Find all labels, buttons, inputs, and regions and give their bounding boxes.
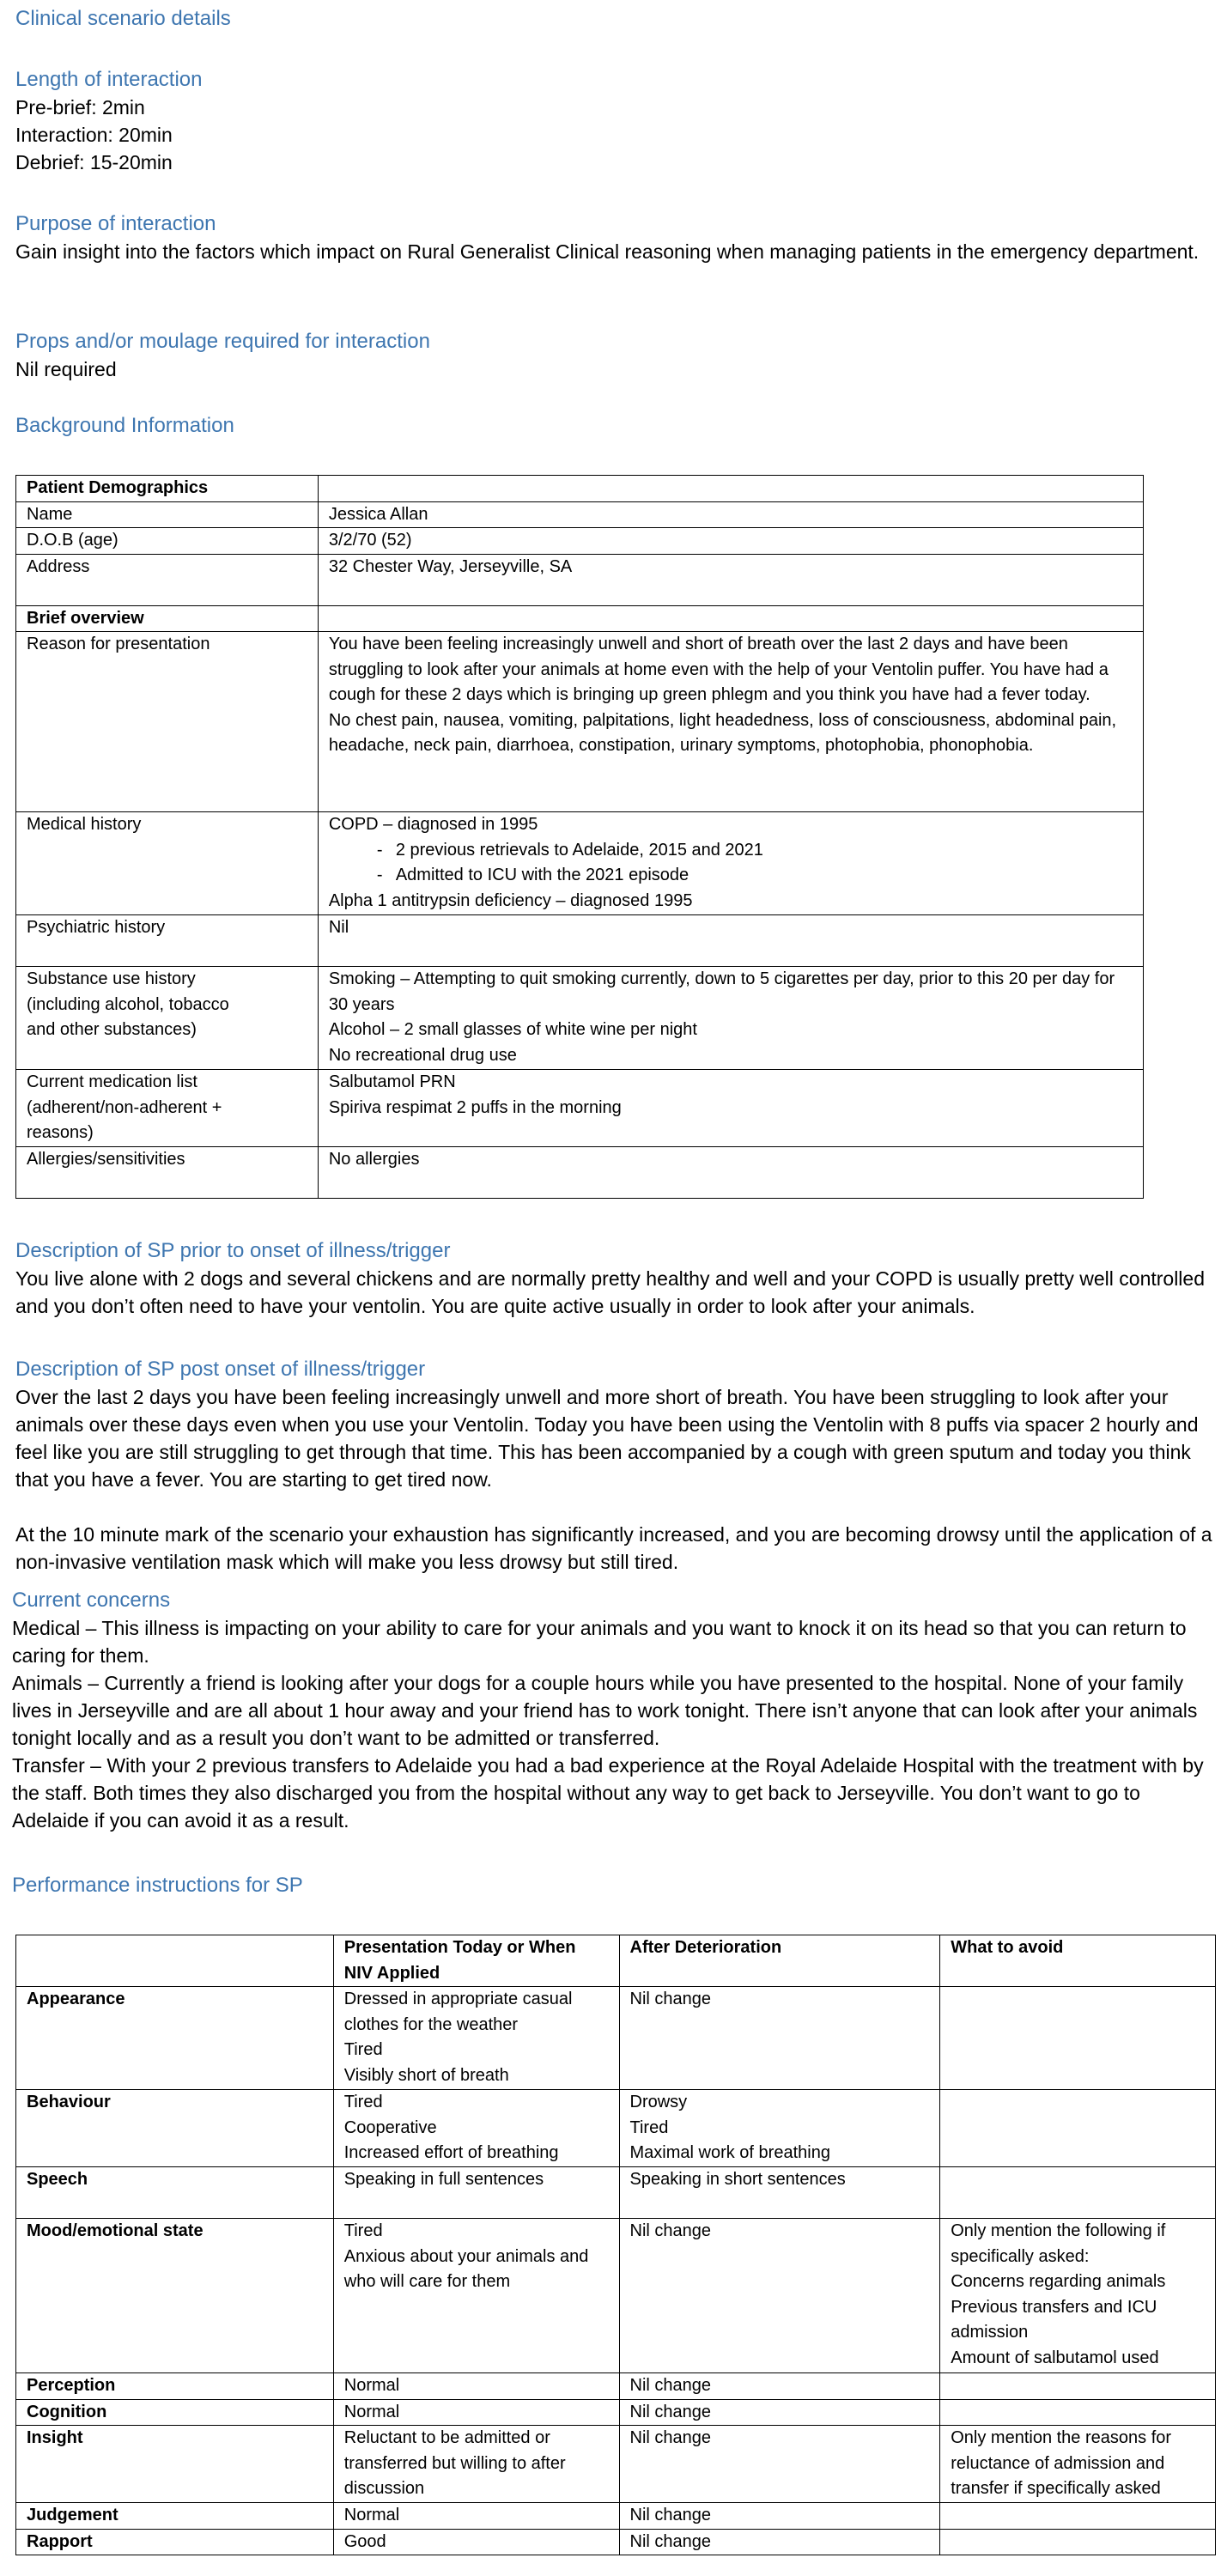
today-cell: Good <box>333 2529 619 2555</box>
today-cell: Normal <box>333 2399 619 2426</box>
name-label: Name <box>16 501 319 528</box>
header-cell: After Deterioration <box>619 1935 940 1987</box>
table-row <box>16 501 1144 528</box>
concern-transfer: Transfer – With your 2 previous transfers to Adelaide you had a bad experience at the Royal Adelaide Hospital with the treatment with by the staff. Both times they also discharged you from the hospital without any way to get back to Jerseyville. You don’t want to go to Adelaide if you can avoid it as a result. <box>12 1754 1204 1832</box>
concerns-section <box>12 1587 1210 1834</box>
after-cell: Nil change <box>619 1987 940 2090</box>
table-row <box>16 476 1144 502</box>
medical-subitem: - Admitted to ICU with the 2021 episode <box>329 863 1133 889</box>
meds-label: Current medication list (adherent/non-adherent + reasons) <box>16 1070 319 1147</box>
post-heading: Description of SP post onset of illness/trigger <box>15 1358 426 1381</box>
table-row <box>16 2503 1216 2530</box>
table-row <box>16 967 1144 1070</box>
allergies-value: No allergies <box>318 1147 1143 1199</box>
demographics-label: Patient Demographics <box>16 476 319 502</box>
meds-cell <box>318 1070 1143 1147</box>
table-row <box>16 2219 1216 2373</box>
purpose-heading: Purpose of interaction <box>15 212 216 235</box>
table-row <box>16 1147 1144 1199</box>
overview-label: Brief overview <box>16 605 319 632</box>
medical-item: COPD – diagnosed in 1995 <box>328 815 538 834</box>
medical-cell <box>318 812 1143 915</box>
header-cell: Presentation Today or When NIV Applied <box>333 1935 619 1987</box>
patient-dob: 3/2/70 (52) <box>318 528 1143 555</box>
today-cell: Reluctant to be admitted or transferred but willing to after discussion <box>333 2426 619 2503</box>
after-cell: Speaking in short sentences <box>619 2167 940 2219</box>
row-label: Mood/emotional state <box>16 2219 334 2373</box>
row-label: Appearance <box>16 1987 334 2090</box>
table-row <box>16 605 1144 632</box>
prior-heading: Description of SP prior to onset of illness/trigger <box>15 1239 451 1262</box>
table-row <box>16 1987 1216 2090</box>
today-cell: Tired Anxious about your animals and who will care for them <box>333 2219 619 2373</box>
table-row <box>16 2426 1216 2503</box>
avoid-cell <box>940 2503 1216 2530</box>
post-section <box>15 1356 1213 1576</box>
header-cell: What to avoid <box>940 1935 1216 1987</box>
after-cell: Nil change <box>619 2529 940 2555</box>
avoid-cell <box>940 2399 1216 2426</box>
table-row <box>16 528 1144 555</box>
row-label: Speech <box>16 2167 334 2219</box>
reason-cell <box>318 632 1143 812</box>
avoid-cell: Only mention the following if specifically asked: Concerns regarding animals Previous transfers and ICU admission Amount of salbutamol used <box>940 2219 1216 2373</box>
performance-heading: Performance instructions for SP <box>12 1874 303 1897</box>
table-row <box>16 1070 1144 1147</box>
concern-medical: Medical – This illness is impacting on your ability to care for your animals and you want to knock it on its head so that you can return to caring for them. <box>12 1617 1187 1667</box>
after-cell: Nil change <box>619 2503 940 2530</box>
concern-animals: Animals – Currently a friend is looking after your dogs for a couple hours while you have presented to the hospital. None of your family lives in Jerseyville and are all about 1 hour away and your friend has to work tonight. There isn’t anyone that can look after your animals tonight locally and as a result you don’t want to be admitted or transferred. <box>12 1672 1198 1749</box>
patient-name: Jessica Allan <box>318 501 1143 528</box>
avoid-cell <box>940 2090 1216 2167</box>
allergies-label: Allergies/sensitivities <box>16 1147 319 1199</box>
today-cell: Dressed in appropriate casual clothes for the weather Tired Visibly short of breath <box>333 1987 619 2090</box>
reason-text: You have been feeling increasingly unwell and short of breath over the last 2 days and have been struggling to look after your animals at home even with the help of your Ventolin puffer. You have had a cough for these 2 days which is bringing up green phlegm and you think you have had a fever today. <box>328 635 1109 704</box>
after-cell: Nil change <box>619 2373 940 2400</box>
substance-label: Substance use history (including alcohol, tobacco and other substances) <box>16 967 319 1070</box>
medical-subitem: - 2 previous retrievals to Adelaide, 2015 and 2021 <box>329 838 1133 864</box>
length-line: Pre-brief: 2min <box>15 96 145 118</box>
table-row <box>16 632 1144 812</box>
after-cell: Nil change <box>619 2426 940 2503</box>
address-label: Address <box>16 554 319 605</box>
avoid-cell <box>940 2167 1216 2219</box>
today-cell: Tired Cooperative Increased effort of breathing <box>333 2090 619 2167</box>
patient-address: 32 Chester Way, Jerseyville, SA <box>318 554 1143 605</box>
concerns-heading: Current concerns <box>12 1589 171 1612</box>
post-text-deterioration: At the 10 minute mark of the scenario your exhaustion has significantly increased, and you are becoming drowsy until the application of a non-invasive ventilation mask which will make you less drowsy but still tired. <box>15 1523 1212 1573</box>
props-text: Nil required <box>15 358 117 380</box>
table-row <box>16 2373 1216 2400</box>
today-cell: Speaking in full sentences <box>333 2167 619 2219</box>
post-text: Over the last 2 days you have been feeling increasingly unwell and more short of breath. You have been struggling to look after your animals over these days even when you use your Ventolin. Today you have been using the Ventolin with 8 puffs via spacer 2 hourly and feel like you are still struggling to get through that time. This has been accompanied by a cough with green sputum and today you think that you have a fever. You are starting to get tired now. <box>15 1386 1199 1491</box>
prior-text: You live alone with 2 dogs and several chickens and are normally pretty healthy and well and your COPD is usually pretty well controlled and you don’t often need to have your ventolin. You are quite active usually in order to look after your animals. <box>15 1267 1205 1317</box>
today-cell: Normal <box>333 2503 619 2530</box>
table-header-row <box>16 1935 1216 1987</box>
after-cell: Drowsy Tired Maximal work of breathing <box>619 2090 940 2167</box>
today-cell: Normal <box>333 2373 619 2400</box>
row-label: Behaviour <box>16 2090 334 2167</box>
table-row <box>16 2167 1216 2219</box>
header-cell <box>16 1935 334 1987</box>
table-row <box>16 2399 1216 2426</box>
substance-item: Smoking – Attempting to quit smoking currently, down to 5 cigarettes per day, prior to this 20 per day for 30 years <box>328 969 1115 1014</box>
performance-table <box>15 1935 1216 2555</box>
row-label: Perception <box>16 2373 334 2400</box>
page-title: Clinical scenario details <box>15 7 231 30</box>
meds-item: Salbutamol PRN <box>328 1072 456 1091</box>
row-label: Cognition <box>16 2399 334 2426</box>
avoid-cell <box>940 1987 1216 2090</box>
table-row <box>16 2529 1216 2555</box>
reason-negatives: No chest pain, nausea, vomiting, palpitations, light headedness, loss of consciousness, abdominal pain, headache, neck pain, diarrhoea, constipation, urinary symptoms, photophobia, phonophobia. <box>328 710 1117 755</box>
table-row <box>16 812 1144 915</box>
substance-item: Alcohol – 2 small glasses of white wine per night <box>328 1020 697 1039</box>
row-label: Rapport <box>16 2529 334 2555</box>
prior-section <box>15 1237 1213 1320</box>
medical-label: Medical history <box>16 812 319 915</box>
avoid-cell <box>940 2373 1216 2400</box>
purpose-text: Gain insight into the factors which impact on Rural Generalist Clinical reasoning when managing patients in the emergency department. <box>15 240 1200 263</box>
background-heading: Background Information <box>15 414 234 437</box>
length-section <box>15 66 1213 176</box>
length-line: Debrief: 15-20min <box>15 151 173 173</box>
table-row <box>16 554 1144 605</box>
dob-label: D.O.B (age) <box>16 528 319 555</box>
reason-label: Reason for presentation <box>16 632 319 812</box>
substance-item: No recreational drug use <box>328 1045 517 1065</box>
purpose-section <box>15 210 1200 265</box>
table-row <box>16 915 1144 967</box>
after-cell: Nil change <box>619 2399 940 2426</box>
psych-label: Psychiatric history <box>16 915 319 967</box>
after-cell: Nil change <box>619 2219 940 2373</box>
row-label: Judgement <box>16 2503 334 2530</box>
table-row <box>16 2090 1216 2167</box>
background-table <box>15 475 1144 1199</box>
length-heading: Length of interaction <box>15 68 203 91</box>
props-section <box>15 328 1213 383</box>
meds-item: Spiriva respimat 2 puffs in the morning <box>328 1097 622 1117</box>
medical-item: Alpha 1 antitrypsin deficiency – diagnosed 1995 <box>328 890 693 910</box>
avoid-cell <box>940 2529 1216 2555</box>
row-label: Insight <box>16 2426 334 2503</box>
psych-value: Nil <box>318 915 1143 967</box>
substance-cell <box>318 967 1143 1070</box>
props-heading: Props and/or moulage required for interaction <box>15 330 430 353</box>
avoid-cell: Only mention the reasons for reluctance of admission and transfer if specifically asked <box>940 2426 1216 2503</box>
length-line: Interaction: 20min <box>15 124 173 146</box>
